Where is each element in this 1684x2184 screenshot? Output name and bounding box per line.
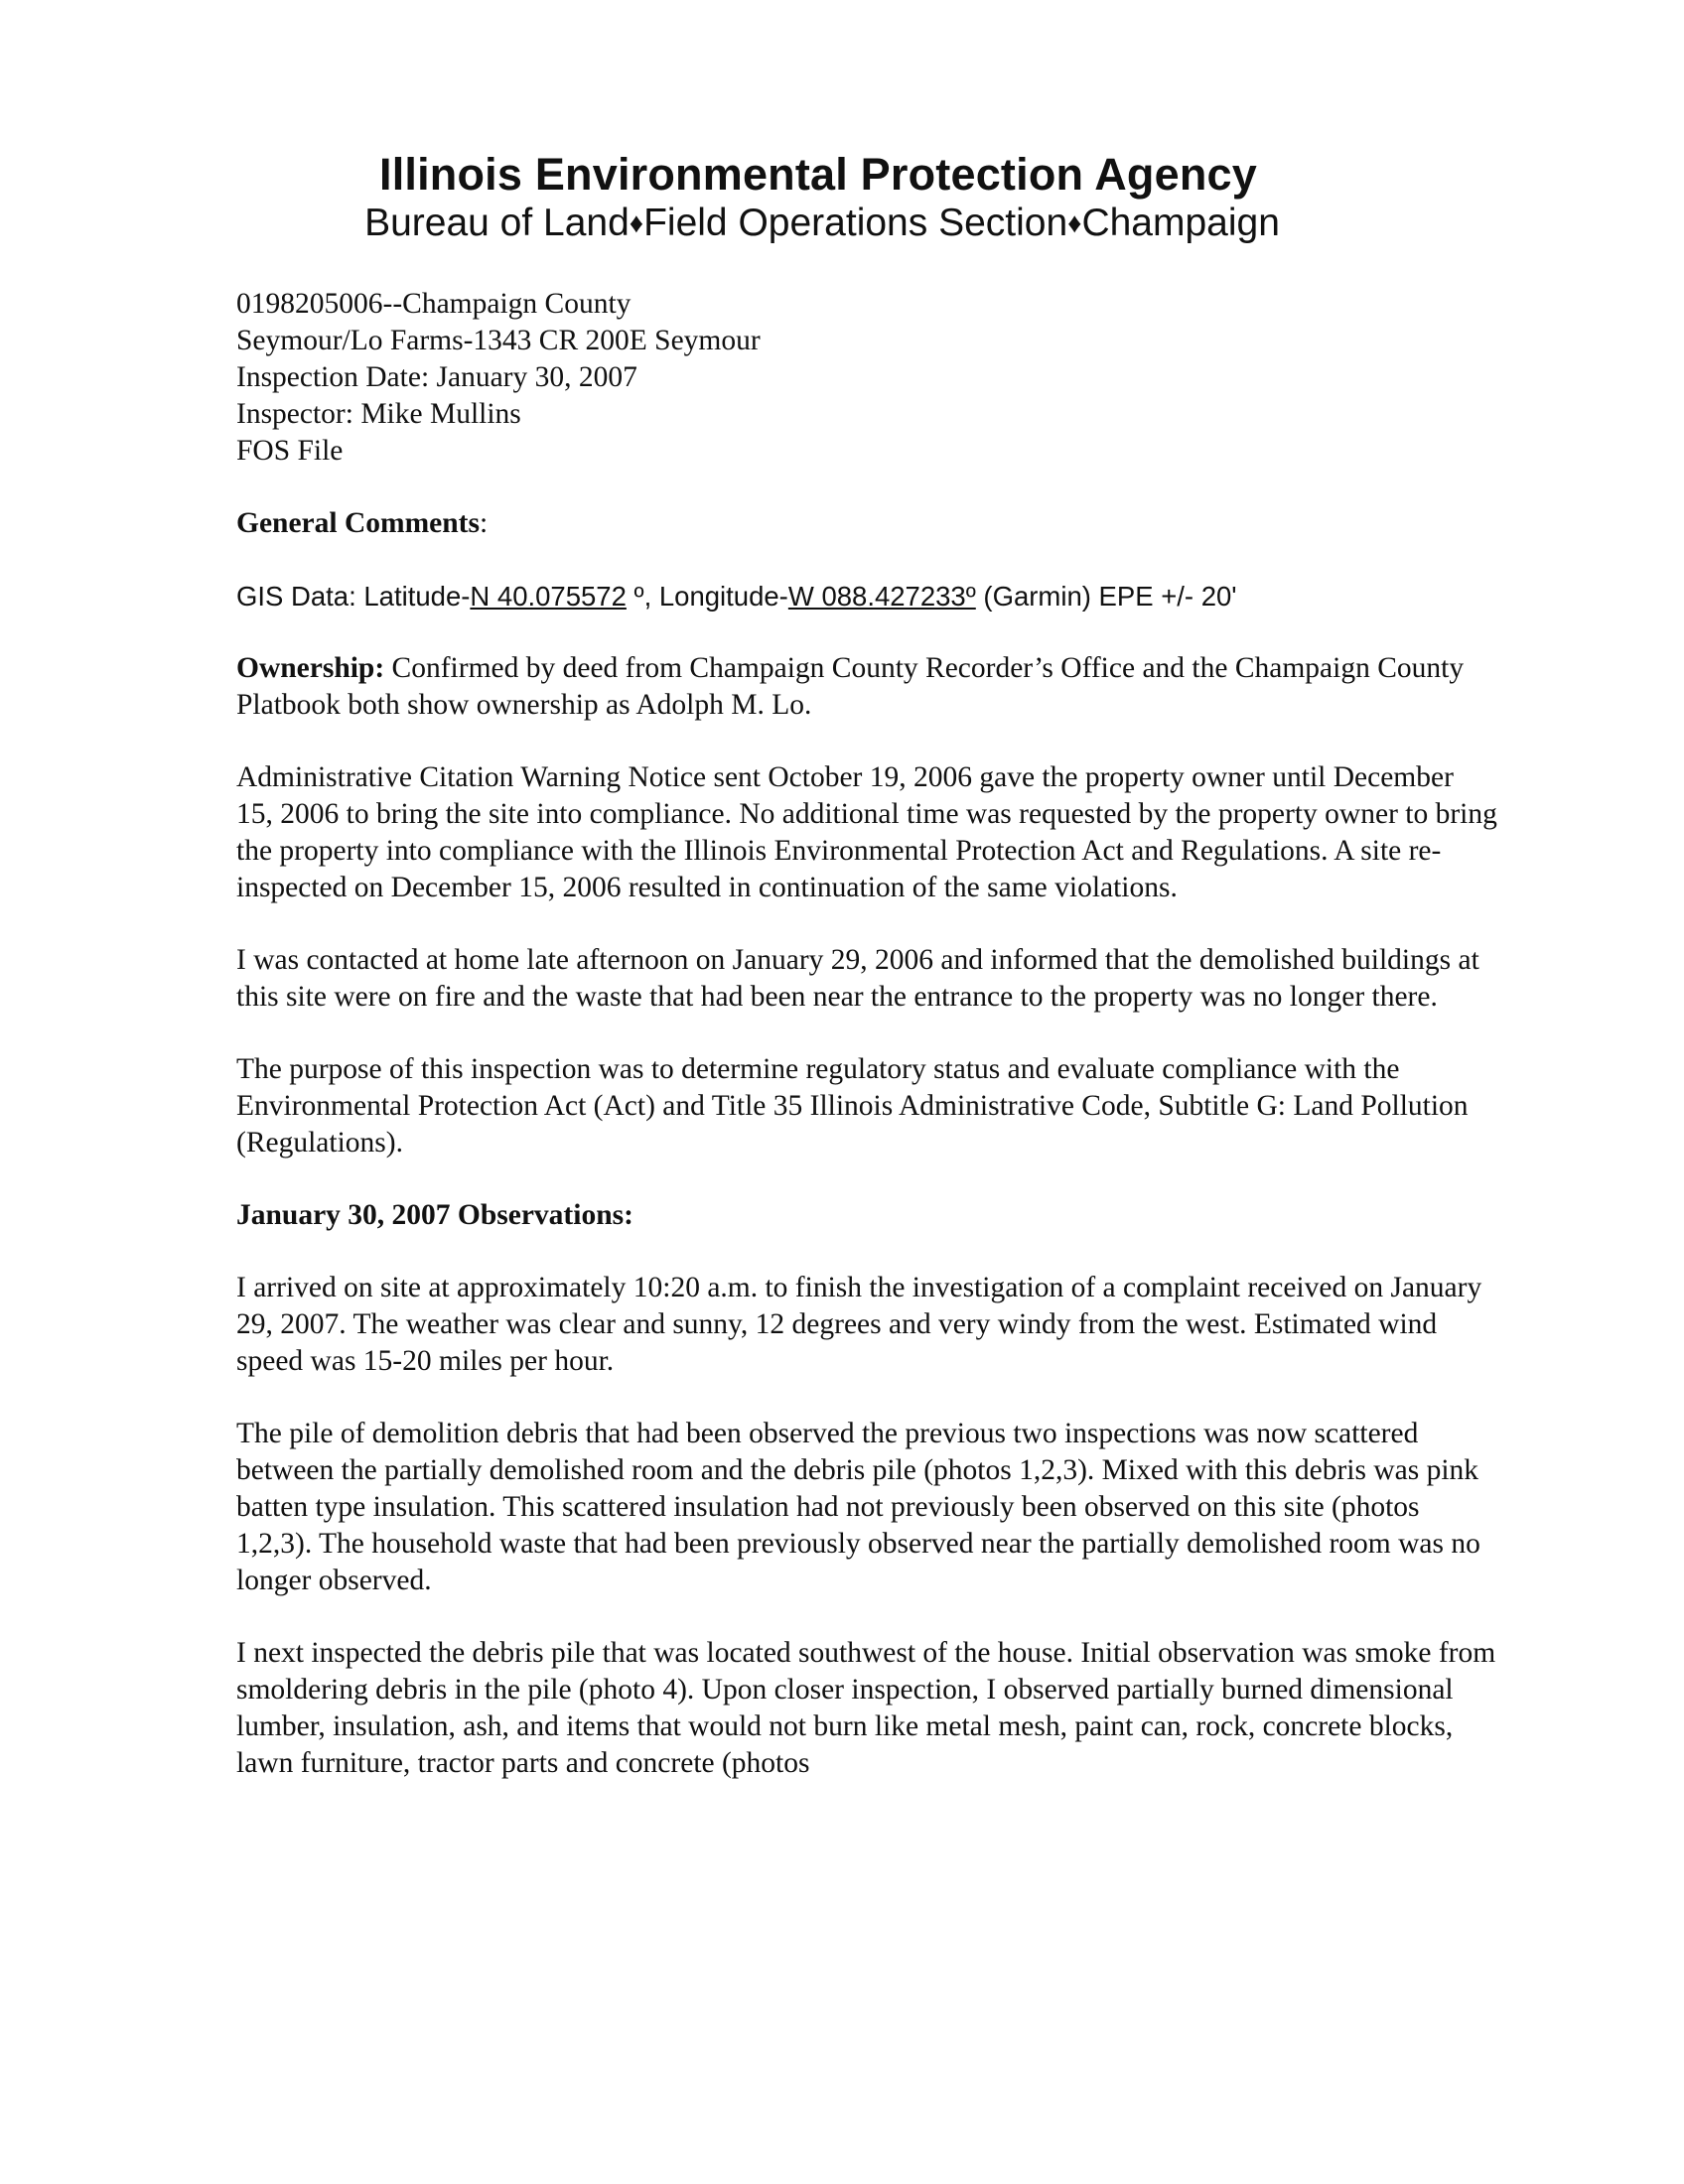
site-id-line: 0198205006--Champaign County <box>236 288 632 320</box>
observations-heading: January 30, 2007 Observations: <box>236 1199 633 1231</box>
agency-title: Illinois Environmental Protection Agency <box>379 149 1257 200</box>
inspector: Inspector: Mike Mullins <box>236 398 521 430</box>
general-comments-heading: General Comments: <box>236 507 489 539</box>
bureau-part-2: Field Operations Section <box>643 202 1068 244</box>
observation-arrival: I arrived on site at approximately 10:20 a.m. to finish the investigation of a complaint received on January 29, 2007. The weather was clear and sunny, 12 degrees and very windy from the west. Estimated wind speed was 15-20 miles per hour. <box>236 1272 1482 1377</box>
paragraph-contacted: I was contacted at home late afternoon on January 29, 2006 and informed that the demolished buildings at this site were on fire and the waste that had been near the entrance to the property was no longer there. <box>236 944 1479 1013</box>
ownership-paragraph: Ownership: Confirmed by deed from Champaign County Recorder’s Office and the Champaign County Platbook both show ownership as Adolph M. Lo. <box>236 652 1465 721</box>
site-name-line: Seymour/Lo Farms-1343 CR 200E Seymour <box>236 325 761 356</box>
observation-demolition-debris: The pile of demolition debris that had been observed the previous two inspections was now scattered between the partially demolished room and the debris pile (photos 1,2,3). Mixed with this debris was pink batten type insulation. This scattered insulation had not previously been observed on this site (photos 1,2,3). The household waste that had been previously observed near the partially demolished room was no longer observed. <box>236 1418 1480 1596</box>
observation-debris-pile: I next inspected the debris pile that was located southwest of the house. Initial observation was smoke from smoldering debris in the pile (photo 4). Upon closer inspection, I observed partially burned dimensional lumber, insulation, ash, and items that would not burn like metal mesh, paint can, rock, concrete blocks, lawn furniture, tractor parts and concrete (photos <box>236 1637 1496 1779</box>
gis-latitude: N 40.075572 <box>470 581 627 612</box>
bureau-part-1: Bureau of Land <box>364 202 630 244</box>
diamond-separator-icon: ♦ <box>629 207 644 238</box>
file-line: FOS File <box>236 435 344 467</box>
paragraph-purpose: The purpose of this inspection was to determine regulatory status and evaluate compliance with the Environmental Protection Act (Act) and Title 35 Illinois Administrative Code, Subtitle G: Land Pollution (Regulations). <box>236 1053 1469 1159</box>
gis-longitude: W 088.427233º <box>787 581 976 612</box>
document-body <box>236 286 1497 1782</box>
bureau-subtitle <box>0 202 1664 245</box>
paragraph-warning-notice: Administrative Citation Warning Notice sent October 19, 2006 gave the property owner until December 15, 2006 to bring the site into compliance. No additional time was requested by the property owner to bring the property into compliance with the Illinois Environmental Protection Act and Regulations. A site re-inspected on December 15, 2006 resulted in continuation of the same violations. <box>236 761 1497 903</box>
gis-data-line: GIS Data: Latitude-N 40.075572 º, Longitude-W 088.427233º (Garmin) EPE +/- 20' <box>236 581 1237 612</box>
ownership-label: Ownership: <box>236 652 385 684</box>
bureau-part-3: Champaign <box>1081 202 1280 244</box>
inspection-date: Inspection Date: January 30, 2007 <box>236 361 637 393</box>
diamond-separator-icon: ♦ <box>1067 207 1082 238</box>
